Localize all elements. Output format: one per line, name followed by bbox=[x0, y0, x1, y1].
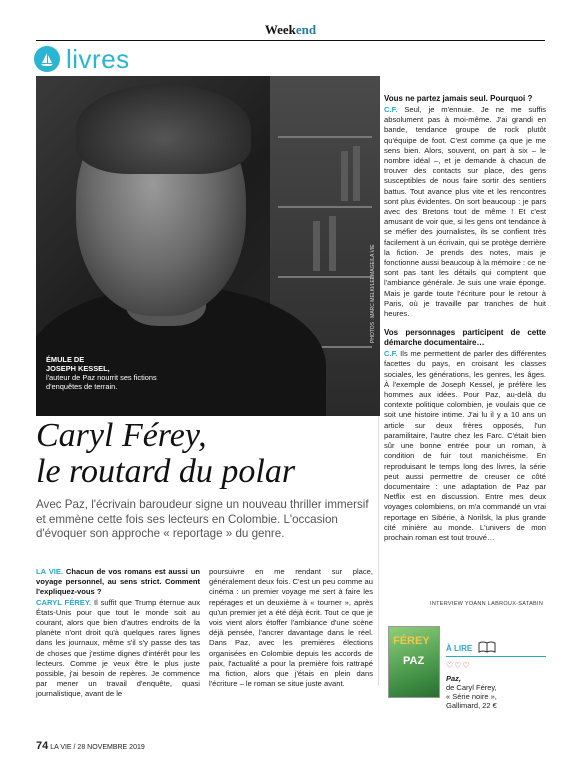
photo-credit: PHOTOS : MARC MELKI/LEEMAGE/LA VIE bbox=[370, 244, 376, 343]
a-lire-label: À LIRE bbox=[446, 641, 496, 655]
header-rule bbox=[36, 40, 545, 41]
rubric-title: livres bbox=[66, 43, 130, 74]
headline: Caryl Férey, le routard du polar bbox=[36, 417, 296, 490]
book-cover: FÉREY PAZ bbox=[388, 626, 440, 698]
page-footer: 74 LA VIE / 28 NOVEMBRE 2019 bbox=[36, 740, 145, 752]
a-lire-rule bbox=[446, 656, 546, 657]
rubric-header bbox=[34, 44, 130, 74]
article-column-3: Vous ne partez jamais seul. Pourquoi ? C.F. Seul, je m'ennuie. Je ne me suffis absolument pas à moi-même. J'ai grandi en bande, tendance groupe de rock plutôt qu'équipe de foot. C'est comme ça que je me sens bien. Alors, souvent, on part à six – le nombre idéal –, et je demande à chacun de trouver des contacts sur place, des gens susceptibles de nous faire sortir des sentiers battus. Tout avance plus vite et les rencontres sont plus évidentes. On sort beaucoup : je pars avec des Bretons tout de même ! Et c'est amusant de voir que, si les gens ont tendance à se méfier des journalistes, ils se confient très facilement à un écrivain, qui se protège derrière la fiction. Je prends des notes, mais je fonctionne aussi beaucoup à la mémoire : ce ne sont pas tant les détails qui comptent que l'ambiance générale. Je suis une vraie éponge. Mais je garde toute l'écriture pour le retour à Paris, où je travaille par tranches de huit heures. Vos personnages participent de cette démarche documentaire… C.F. Ils me permettent de parler des différentes facettes du pays, en croisant les classes sociales, les générations, les genres, les âges. À l'exemple de Joseph Kessel, je préfère les hommes aux idées. Pour Paz, au-delà du contexte politique colombien, je voulais que ce soit une histoire intime. J'ai lu il y a 10 ans un article sur deux frères opposés, l'un paramilitaire, l'autre chez les Farc. C'était bien sûr une bonne entrée pour un roman, à condition de fuir tout manichéisme. En reproduisant le temps long des livres, la série peut aussi permettre de creuser ce côté documentaire : une adaptation de Paz par Netflix est en discussion. Entre mes deux voyages colombiens, on m'a commandé un vrai reportage en Sibérie, à Norilsk, la plus grande cité minière au monde. L'univers de mon prochain roman est tout trouvé… bbox=[384, 94, 546, 542]
book-icon bbox=[478, 641, 496, 655]
section-tag: Weekend bbox=[264, 22, 317, 37]
sailboat-icon bbox=[34, 46, 60, 72]
article-column-2: poursuivre en me rendant sur place, généralement deux fois. C'est un peu comme au cinéma : un premier voyage me sert à faire les repérages et un deuxième à « tourner », après qu'un premier jet a été déjà écrit. Tout ce que je vois vient alors étoffer l'ambiance d'une scène déjà pensée, l'ancrer davantage dans le réel. Dans Paz, avec les premières élections organisées en Colombie depuis les accords de paix, l'actualité a pour la première fois rattrapé ma fiction, alors que j'étais en plein dans l'écriture – le roman se situe juste avant. bbox=[209, 567, 373, 689]
standfirst: Avec Paz, l'écrivain baroudeur signe un nouveau thriller immersif et emmène cette fois ses lecteurs en Colombie. L'occasion d'évoquer son approche « reportage » du genre. bbox=[36, 498, 369, 540]
article-column-1: LA VIE. Chacun de vos romans est aussi un voyage personnel, au sens strict. Comment l'expliquez-vous ? CARYL FÉREY. Il suffit que Trump éternue aux États-Unis pour que tout le monde soit au courant, alors que bien d'autres endroits de la planète n'ont droit qu'à quelques rares lignes dans les journaux, même s'il s'y passe des tas de choses que j'estime dignes d'intérêt pour les lecteurs. Comme je veux être le plus juste possible, j'ai besoin de repères. Je commence par mener un travail d'enquête, quasi journalistique, avant de le bbox=[36, 567, 200, 699]
heart-rating-icon: ♡♡♡ bbox=[446, 661, 471, 670]
interview-credit: INTERVIEW YOANN LABROUX-SATABIN bbox=[430, 601, 544, 607]
photo-caption: ÉMULE DE JOSEPH KESSEL, l'auteur de Paz nourrit ses fictions d'enquêtes de terrain. bbox=[46, 355, 157, 391]
book-info: Paz, de Caryl Férey, « Série noire », Gallimard, 22 € bbox=[446, 674, 497, 710]
